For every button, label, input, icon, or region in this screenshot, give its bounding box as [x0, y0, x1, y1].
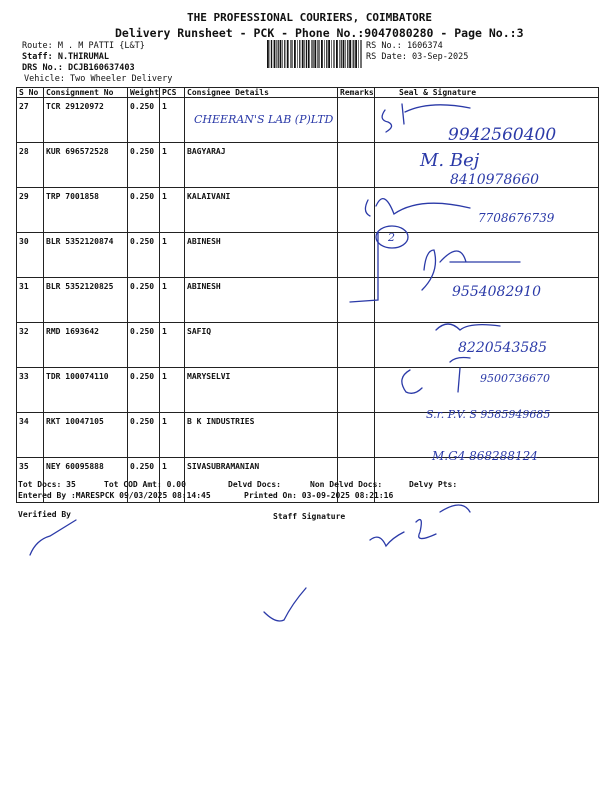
row29-phone-handwritten: 7708676739 [478, 211, 555, 225]
row-consignee: BAGYARAJ [185, 143, 338, 188]
row-weight: 0.250 [128, 98, 160, 143]
vehicle-label: Vehicle: Two Wheeler Delivery [24, 74, 173, 84]
row-consignee: B K INDUSTRIES [185, 413, 338, 458]
row-weight: 0.250 [128, 413, 160, 458]
rs-date: RS Date: 03-Sep-2025 [366, 52, 469, 62]
row-consignment-no: BLR 5352120874 [44, 233, 128, 278]
row35-handwritten: M.G4 868288124 [432, 449, 538, 463]
col-sno: S No [17, 88, 44, 98]
row-consignment-no: RMD 1693642 [44, 323, 128, 368]
rs-number: RS No.: 1606374 [366, 41, 443, 51]
col-weight: Weight [128, 88, 160, 98]
row-consignment-no: KUR 696572528 [44, 143, 128, 188]
row-consignee: MARYSELVI [185, 368, 338, 413]
row27-phone-handwritten: 9942560400 [448, 125, 557, 145]
row-sno: 33 [17, 368, 44, 413]
staff-label: Staff: N.THIRUMAL [22, 52, 109, 62]
row-pcs: 1 [160, 143, 185, 188]
row28-name-handwritten: M. Bej [420, 150, 480, 171]
row32-phone-handwritten: 8220543585 [458, 340, 548, 356]
row-pcs: 1 [160, 323, 185, 368]
bottom-checkmark [264, 588, 306, 621]
row33-signature-scribble [402, 358, 470, 394]
circled-number: 2 [388, 231, 395, 244]
row-pcs: 1 [160, 98, 185, 143]
row-weight: 0.250 [128, 188, 160, 233]
row34-handwritten: S.r. P.V. S 9585949685 [426, 408, 551, 421]
row33-phone-handwritten: 9500736670 [480, 372, 550, 385]
row-consignment-no: TCR 29120972 [44, 98, 128, 143]
route-label: Route: M . M PATTI {L&T} [22, 41, 145, 51]
row-pcs: 1 [160, 233, 185, 278]
row-sno: 32 [17, 323, 44, 368]
row-sno: 31 [17, 278, 44, 323]
col-seal-signature: Seal & Signature [375, 88, 599, 98]
row-pcs: 1 [160, 188, 185, 233]
row29-signature-scribble [365, 199, 470, 216]
entered-by: Entered By :MARESPCK 09/03/2025 08:14:45 [18, 491, 211, 500]
row-consignment-no: TRP 7001858 [44, 188, 128, 233]
row-weight: 0.250 [128, 323, 160, 368]
row27-consignee-handwritten: CHEERAN'S LAB (P)LTD [194, 113, 334, 126]
col-consignee: Consignee Details [185, 88, 338, 98]
row-weight: 0.250 [128, 278, 160, 323]
row-consignee: KALAIVANI [185, 188, 338, 233]
row31-phone-handwritten: 9554082910 [452, 284, 542, 300]
row-sno: 35 [17, 458, 44, 503]
row-consignment-no: BLR 5352120825 [44, 278, 128, 323]
row-sno: 30 [17, 233, 44, 278]
non-delivered-docs: Non Delvd Docs: [310, 480, 383, 489]
row-pcs: 1 [160, 278, 185, 323]
row-pcs: 1 [160, 458, 185, 503]
company-title: THE PROFESSIONAL COURIERS, COIMBATORE [187, 11, 433, 24]
row-consignment-no: RKT 10047105 [44, 413, 128, 458]
row-consignee: SAFIQ [185, 323, 338, 368]
row-consignee: ABINESH [185, 278, 338, 323]
total-cod-amount: Tot COD Amt: 0.00 [104, 480, 186, 489]
row-consignee: ABINESH [185, 233, 338, 278]
row-weight: 0.250 [128, 458, 160, 503]
row-sno: 29 [17, 188, 44, 233]
drs-label: DRS No.: DCJB160637403 [22, 63, 135, 73]
row-sno: 34 [17, 413, 44, 458]
row-pcs: 1 [160, 413, 185, 458]
row-weight: 0.250 [128, 233, 160, 278]
staff-signature-scribble [370, 505, 470, 546]
verified-by-label: Verified By [18, 510, 71, 519]
col-pcs: PCS [160, 88, 185, 98]
runsheet-subtitle: Delivery Runsheet - PCK - Phone No.:9047080280 - Page No.:3 [115, 26, 524, 40]
row32-signature-scribble [436, 324, 500, 330]
row-weight: 0.250 [128, 368, 160, 413]
row28-phone-handwritten: 8410978660 [450, 172, 540, 188]
delivered-docs: Delvd Docs: [228, 480, 281, 489]
row-sno: 28 [17, 143, 44, 188]
row30-bracket-line [350, 232, 378, 302]
total-docs: Tot Docs: 35 [18, 480, 76, 489]
row-sno: 27 [17, 98, 44, 143]
col-remarks: Remarks [338, 88, 375, 98]
row-consignment-no: TDR 100074110 [44, 368, 128, 413]
verified-checkmark [30, 520, 76, 555]
row-consignee: SIVASUBRAMANIAN [185, 458, 338, 503]
printed-on: Printed On: 03-09-2025 08:21:16 [244, 491, 394, 500]
staff-signature-label: Staff Signature [273, 512, 346, 521]
delivery-points: Delvy Pts: [409, 480, 458, 489]
row-weight: 0.250 [128, 143, 160, 188]
col-consignment-no: Consignment No [44, 88, 128, 98]
row-consignment-no: NEY 60095888 [44, 458, 128, 503]
row-pcs: 1 [160, 368, 185, 413]
